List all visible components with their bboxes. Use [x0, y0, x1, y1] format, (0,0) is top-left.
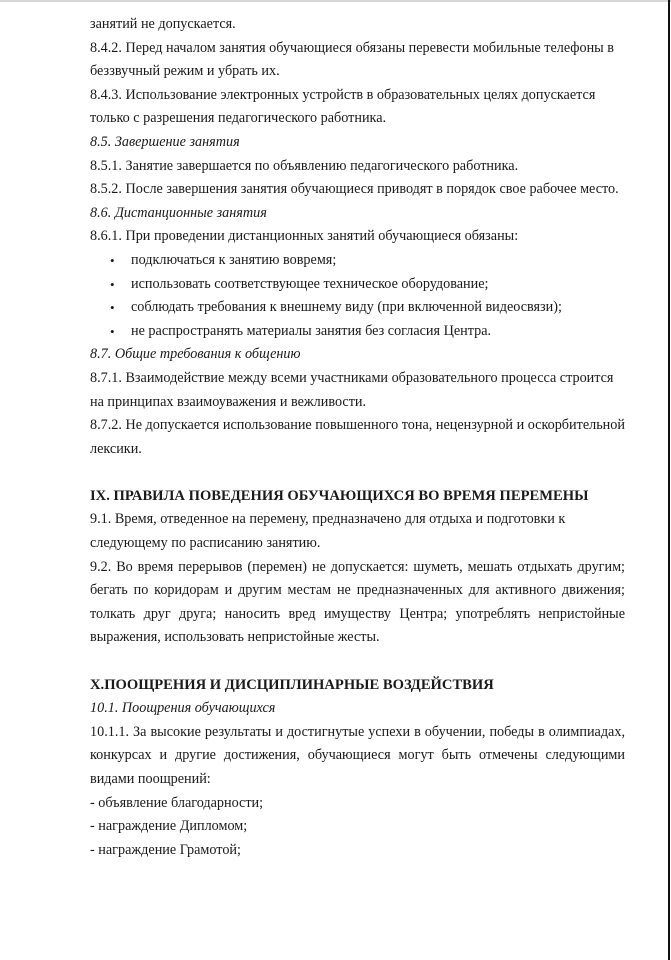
- paragraph: 9.2. Во время перерывов (перемен) не допускается: шуметь, мешать отдыхать другим; бегать по коридорам и другим местам не предназначенных для активного движения; толкать друг друга; наносить вред имуществу Центра; употреблять непристойные выражения, использовать непристойные жесты.: [90, 558, 625, 646]
- list-item: [90, 273, 625, 297]
- page-top-edge: [0, 0, 671, 2]
- paragraph: - объявление благодарности;: [90, 794, 264, 811]
- subsection-heading: 8.5. Завершение занятия: [90, 133, 240, 150]
- subsection-heading: 8.7. Общие требования к общению: [90, 346, 301, 363]
- list-item-text: использовать соответствующее техническое оборудование;: [131, 275, 489, 292]
- bullet-icon: •: [110, 323, 115, 339]
- list-item-text: соблюдать требования к внешнему виду (при включенной видеосвязи);: [131, 299, 562, 316]
- paragraph: 8.4.2. Перед началом занятия обучающиеся обязаны перевести мобильные телефоны в беззвучный режим и убрать их.: [90, 39, 614, 80]
- paragraph: 8.7.1. Взаимодействие между всеми участниками образовательного процесса строится на принципах взаимоуважения и вежливости.: [90, 369, 614, 410]
- bullet-icon: •: [110, 276, 115, 292]
- list-item: [90, 320, 625, 344]
- paragraph: - награждение Дипломом;: [90, 818, 248, 835]
- list-item: [90, 296, 625, 320]
- paragraph: 8.4.3. Использование электронных устройств в образовательных целях допускается только с разрешения педагогического работника.: [90, 86, 596, 127]
- section-heading: X.ПООЩРЕНИЯ И ДИСЦИПЛИНАРНЫЕ ВОЗДЕЙСТВИЯ: [90, 676, 494, 693]
- paragraph: 9.1. Время, отведенное на перемену, предназначено для отдыха и подготовки к следующему по расписанию занятию.: [90, 511, 566, 552]
- section-spacer: [90, 461, 625, 485]
- bullet-icon: •: [110, 300, 115, 316]
- paragraph: 10.1.1. За высокие результаты и достигнутые успехи в обучении, победы в олимпиадах, конкурсах и другие достижения, обучающиеся могут быть отмечены следующими видами поощрений:: [90, 723, 625, 787]
- subsection-heading: 10.1. Поощрения обучающихся: [90, 700, 276, 717]
- paragraph: 8.5.2. После завершения занятия обучающиеся приводят в порядок свое рабочее место.: [90, 181, 619, 198]
- list-item: [90, 249, 625, 273]
- paragraph: - награждение Грамотой;: [90, 841, 241, 858]
- list-item-text: подключаться к занятию вовремя;: [131, 251, 337, 268]
- list-item-text: не распространять материалы занятия без согласия Центра.: [131, 322, 492, 339]
- paragraph: 8.5.1. Занятие завершается по объявлению педагогического работника.: [90, 157, 519, 174]
- subsection-heading: 8.6. Дистанционные занятия: [90, 204, 267, 221]
- bullet-icon: •: [110, 252, 115, 268]
- paragraph: 8.7.2. Не допускается использование повышенного тона, нецензурной и оскорбительной лексики.: [90, 417, 625, 457]
- section-spacer: [90, 650, 625, 674]
- paragraph: занятий не допускается.: [90, 16, 236, 32]
- page-right-border: [668, 0, 670, 960]
- bullet-list: [90, 249, 625, 343]
- document-page: [90, 13, 625, 862]
- paragraph: 8.6.1. При проведении дистанционных занятий обучающиеся обязаны:: [90, 228, 519, 245]
- section-heading: IX. ПРАВИЛА ПОВЕДЕНИЯ ОБУЧАЮЩИХСЯ ВО ВРЕМЯ ПЕРЕМЕНЫ: [90, 487, 589, 504]
